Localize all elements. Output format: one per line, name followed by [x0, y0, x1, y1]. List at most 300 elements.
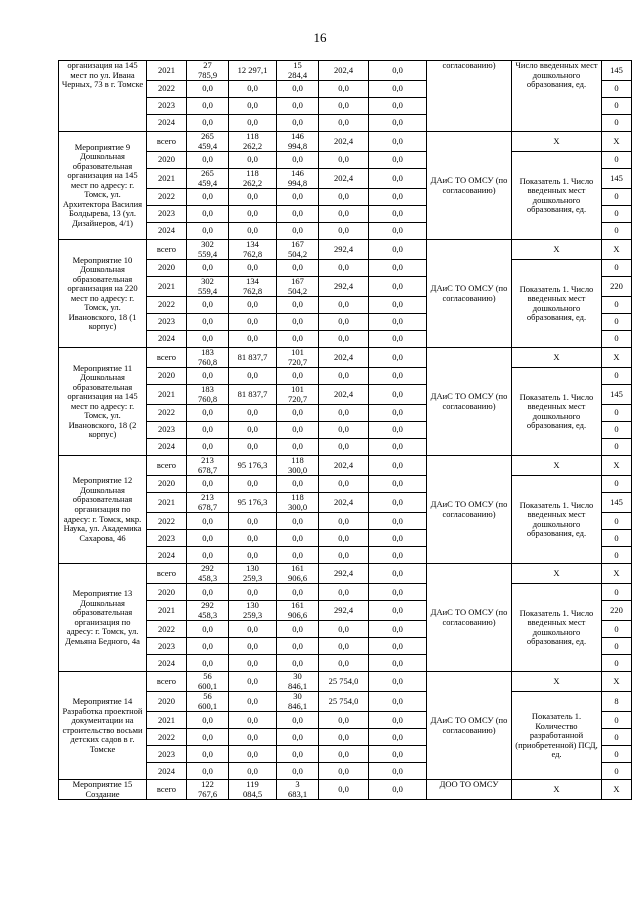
- other-sources-cell: 0,0: [369, 655, 427, 672]
- federal-budget-cell: 0,0: [229, 189, 277, 206]
- total-cell: 0,0: [187, 638, 229, 655]
- total-cell: 0,0: [187, 260, 229, 277]
- local-budget-cell: 202,4: [319, 385, 369, 405]
- executor-cell: ДАиС ТО ОМСУ (по согласованию): [427, 456, 512, 564]
- other-sources-cell: 0,0: [369, 81, 427, 98]
- executor-cell: ДАиС ТО ОМСУ (по согласованию): [427, 348, 512, 456]
- indicator-head-cell: X: [512, 672, 602, 692]
- indicator-cell: X: [512, 780, 602, 800]
- regional-budget-cell: 118 300,0: [277, 456, 319, 476]
- federal-budget-cell: 0,0: [229, 81, 277, 98]
- other-sources-cell: 0,0: [369, 672, 427, 692]
- total-cell: 56 600,1: [187, 692, 229, 712]
- regional-budget-cell: 0,0: [277, 152, 319, 169]
- local-budget-cell: 0,0: [319, 368, 369, 385]
- other-sources-cell: 0,0: [369, 456, 427, 476]
- indicator-value-cell: 0: [602, 513, 632, 530]
- year-cell: 2022: [147, 297, 187, 314]
- year-cell: всего: [147, 780, 187, 800]
- year-cell: 2022: [147, 189, 187, 206]
- total-cell: 0,0: [187, 712, 229, 729]
- federal-budget-cell: 0,0: [229, 439, 277, 456]
- total-cell: 0,0: [187, 530, 229, 547]
- regional-budget-cell: 0,0: [277, 368, 319, 385]
- other-sources-cell: 0,0: [369, 277, 427, 297]
- other-sources-cell: 0,0: [369, 98, 427, 115]
- other-sources-cell: 0,0: [369, 115, 427, 132]
- other-sources-cell: 0,0: [369, 439, 427, 456]
- local-budget-cell: 292,4: [319, 564, 369, 584]
- indicator-head-cell: X: [512, 456, 602, 476]
- total-cell: 0,0: [187, 206, 229, 223]
- regional-budget-cell: 15 284,4: [277, 61, 319, 81]
- local-budget-cell: 0,0: [319, 260, 369, 277]
- total-cell: 265 459,4: [187, 169, 229, 189]
- other-sources-cell: 0,0: [369, 348, 427, 368]
- local-budget-cell: 25 754,0: [319, 692, 369, 712]
- federal-budget-cell: 95 176,3: [229, 493, 277, 513]
- federal-budget-cell: 130 259,3: [229, 601, 277, 621]
- indicator-value-cell: 0: [602, 655, 632, 672]
- year-cell: 2022: [147, 81, 187, 98]
- total-cell: 0,0: [187, 223, 229, 240]
- table-row: [59, 132, 632, 152]
- other-sources-cell: 0,0: [369, 368, 427, 385]
- local-budget-cell: 0,0: [319, 746, 369, 763]
- federal-budget-cell: 118 262,2: [229, 169, 277, 189]
- year-cell: 2023: [147, 638, 187, 655]
- local-budget-cell: 0,0: [319, 223, 369, 240]
- indicator-value-cell: X: [602, 240, 632, 260]
- total-cell: 183 760,8: [187, 385, 229, 405]
- local-budget-cell: 202,4: [319, 61, 369, 81]
- regional-budget-cell: 30 846,1: [277, 672, 319, 692]
- federal-budget-cell: 0,0: [229, 672, 277, 692]
- table-row: [59, 780, 632, 800]
- year-cell: 2024: [147, 655, 187, 672]
- local-budget-cell: 0,0: [319, 655, 369, 672]
- other-sources-cell: 0,0: [369, 746, 427, 763]
- federal-budget-cell: 0,0: [229, 513, 277, 530]
- federal-budget-cell: 12 297,1: [229, 61, 277, 81]
- total-cell: 27 785,9: [187, 61, 229, 81]
- indicator-value-cell: 0: [602, 621, 632, 638]
- indicator-cell: Показатель 1. Число введенных мест дошкольного образования, ед.: [512, 152, 602, 240]
- measure-name: Мероприятие 12 Дошкольная образовательная организация по адресу: г. Томск, мкр. Наука, ул. Академика Сахарова, 46: [59, 456, 147, 564]
- local-budget-cell: 0,0: [319, 439, 369, 456]
- local-budget-cell: 0,0: [319, 297, 369, 314]
- federal-budget-cell: 0,0: [229, 297, 277, 314]
- indicator-value-cell: 0: [602, 476, 632, 493]
- indicator-value-cell: X: [602, 672, 632, 692]
- local-budget-cell: 202,4: [319, 169, 369, 189]
- year-cell: 2022: [147, 405, 187, 422]
- federal-budget-cell: 0,0: [229, 206, 277, 223]
- total-cell: 213 678,7: [187, 456, 229, 476]
- regional-budget-cell: 0,0: [277, 297, 319, 314]
- local-budget-cell: 0,0: [319, 780, 369, 800]
- regional-budget-cell: 0,0: [277, 476, 319, 493]
- other-sources-cell: 0,0: [369, 763, 427, 780]
- local-budget-cell: 0,0: [319, 81, 369, 98]
- indicator-value-cell: 0: [602, 405, 632, 422]
- total-cell: 0,0: [187, 297, 229, 314]
- measure-name: Мероприятие 14 Разработка проектной документации на строительство восьми детских садов в г. Томске: [59, 672, 147, 780]
- regional-budget-cell: 167 504,2: [277, 240, 319, 260]
- total-cell: 0,0: [187, 621, 229, 638]
- indicator-value-cell: 0: [602, 422, 632, 439]
- federal-budget-cell: 0,0: [229, 368, 277, 385]
- total-cell: 56 600,1: [187, 672, 229, 692]
- local-budget-cell: 202,4: [319, 132, 369, 152]
- indicator-cell: Показатель 1. Количество разработанной (приобретенной) ПСД, ед.: [512, 692, 602, 780]
- regional-budget-cell: 0,0: [277, 584, 319, 601]
- table-row: [59, 456, 632, 476]
- indicator-value-cell: 0: [602, 115, 632, 132]
- other-sources-cell: 0,0: [369, 638, 427, 655]
- federal-budget-cell: 0,0: [229, 314, 277, 331]
- program-measures-table: [58, 60, 632, 800]
- local-budget-cell: 202,4: [319, 348, 369, 368]
- regional-budget-cell: 0,0: [277, 763, 319, 780]
- local-budget-cell: 0,0: [319, 422, 369, 439]
- total-cell: 302 559,4: [187, 240, 229, 260]
- federal-budget-cell: 95 176,3: [229, 456, 277, 476]
- year-cell: 2023: [147, 422, 187, 439]
- local-budget-cell: 0,0: [319, 152, 369, 169]
- regional-budget-cell: 0,0: [277, 712, 319, 729]
- indicator-head-cell: X: [512, 132, 602, 152]
- table-row: [59, 672, 632, 692]
- regional-budget-cell: 0,0: [277, 547, 319, 564]
- indicator-value-cell: 0: [602, 98, 632, 115]
- other-sources-cell: 0,0: [369, 621, 427, 638]
- indicator-head-cell: X: [512, 240, 602, 260]
- federal-budget-cell: 0,0: [229, 655, 277, 672]
- federal-budget-cell: 81 837,7: [229, 385, 277, 405]
- federal-budget-cell: 0,0: [229, 223, 277, 240]
- federal-budget-cell: 134 762,8: [229, 240, 277, 260]
- local-budget-cell: 0,0: [319, 314, 369, 331]
- local-budget-cell: 0,0: [319, 729, 369, 746]
- indicator-value-cell: 0: [602, 368, 632, 385]
- other-sources-cell: 0,0: [369, 260, 427, 277]
- table-row: [59, 61, 632, 81]
- year-cell: 2021: [147, 601, 187, 621]
- measure-name: Мероприятие 13 Дошкольная образовательная организация по адресу: г. Томск, ул. Демьяна Бедного, 4а: [59, 564, 147, 672]
- other-sources-cell: 0,0: [369, 422, 427, 439]
- total-cell: 0,0: [187, 152, 229, 169]
- measure-name: Мероприятие 15 Создание: [59, 780, 147, 800]
- local-budget-cell: 0,0: [319, 712, 369, 729]
- local-budget-cell: 0,0: [319, 206, 369, 223]
- total-cell: 0,0: [187, 405, 229, 422]
- indicator-value-cell: 0: [602, 152, 632, 169]
- regional-budget-cell: 0,0: [277, 331, 319, 348]
- year-cell: 2023: [147, 314, 187, 331]
- regional-budget-cell: 0,0: [277, 115, 319, 132]
- other-sources-cell: 0,0: [369, 584, 427, 601]
- total-cell: 0,0: [187, 763, 229, 780]
- regional-budget-cell: 0,0: [277, 206, 319, 223]
- regional-budget-cell: 0,0: [277, 638, 319, 655]
- local-budget-cell: 25 754,0: [319, 672, 369, 692]
- other-sources-cell: 0,0: [369, 729, 427, 746]
- other-sources-cell: 0,0: [369, 692, 427, 712]
- total-cell: 0,0: [187, 729, 229, 746]
- other-sources-cell: 0,0: [369, 152, 427, 169]
- federal-budget-cell: 118 262,2: [229, 132, 277, 152]
- federal-budget-cell: 134 762,8: [229, 277, 277, 297]
- total-cell: 302 559,4: [187, 277, 229, 297]
- regional-budget-cell: 0,0: [277, 530, 319, 547]
- year-cell: всего: [147, 564, 187, 584]
- other-sources-cell: 0,0: [369, 189, 427, 206]
- indicator-value-cell: 0: [602, 584, 632, 601]
- federal-budget-cell: 0,0: [229, 331, 277, 348]
- indicator-value-cell: 0: [602, 746, 632, 763]
- regional-budget-cell: 0,0: [277, 98, 319, 115]
- executor-cell: ДАиС ТО ОМСУ (по согласованию): [427, 564, 512, 672]
- regional-budget-cell: 118 300,0: [277, 493, 319, 513]
- total-cell: 0,0: [187, 98, 229, 115]
- other-sources-cell: 0,0: [369, 223, 427, 240]
- measure-name: Мероприятие 9 Дошкольная образовательная организация на 145 мест по адресу: г. Томск, ул. Архитектора Василия Болдырева, 13 (ул. Дизайнеров, 4/1): [59, 132, 147, 240]
- indicator-value-cell: 0: [602, 331, 632, 348]
- federal-budget-cell: 0,0: [229, 584, 277, 601]
- year-cell: 2024: [147, 439, 187, 456]
- regional-budget-cell: 161 906,6: [277, 601, 319, 621]
- indicator-value-cell: X: [602, 564, 632, 584]
- indicator-value-cell: 0: [602, 547, 632, 564]
- regional-budget-cell: 0,0: [277, 621, 319, 638]
- indicator-value-cell: 0: [602, 729, 632, 746]
- total-cell: 0,0: [187, 476, 229, 493]
- total-cell: 0,0: [187, 81, 229, 98]
- federal-budget-cell: 0,0: [229, 405, 277, 422]
- total-cell: 122 767,6: [187, 780, 229, 800]
- federal-budget-cell: 81 837,7: [229, 348, 277, 368]
- local-budget-cell: 292,4: [319, 277, 369, 297]
- year-cell: 2020: [147, 368, 187, 385]
- local-budget-cell: 0,0: [319, 638, 369, 655]
- indicator-value-cell: 0: [602, 260, 632, 277]
- regional-budget-cell: 0,0: [277, 260, 319, 277]
- indicator-value-cell: 0: [602, 297, 632, 314]
- indicator-value-cell: 0: [602, 763, 632, 780]
- local-budget-cell: 0,0: [319, 763, 369, 780]
- total-cell: 0,0: [187, 189, 229, 206]
- regional-budget-cell: 101 720,7: [277, 348, 319, 368]
- year-cell: всего: [147, 456, 187, 476]
- federal-budget-cell: 0,0: [229, 763, 277, 780]
- regional-budget-cell: 0,0: [277, 223, 319, 240]
- local-budget-cell: 292,4: [319, 601, 369, 621]
- federal-budget-cell: 0,0: [229, 98, 277, 115]
- local-budget-cell: 0,0: [319, 584, 369, 601]
- indicator-value-cell: 0: [602, 530, 632, 547]
- local-budget-cell: 0,0: [319, 98, 369, 115]
- year-cell: 2024: [147, 115, 187, 132]
- other-sources-cell: 0,0: [369, 297, 427, 314]
- federal-budget-cell: 0,0: [229, 692, 277, 712]
- indicator-cell: Показатель 1. Число введенных мест дошкольного образования, ед.: [512, 476, 602, 564]
- measure-name: Мероприятие 10 Дошкольная образовательная организация на 220 мест по адресу: г. Томск, ул. Ивановского, 18 (1 корпус): [59, 240, 147, 348]
- year-cell: всего: [147, 672, 187, 692]
- local-budget-cell: 0,0: [319, 405, 369, 422]
- year-cell: 2020: [147, 584, 187, 601]
- federal-budget-cell: 0,0: [229, 746, 277, 763]
- year-cell: 2022: [147, 513, 187, 530]
- table-row: [59, 564, 632, 584]
- regional-budget-cell: 0,0: [277, 422, 319, 439]
- local-budget-cell: 0,0: [319, 513, 369, 530]
- indicator-head-cell: X: [512, 348, 602, 368]
- other-sources-cell: 0,0: [369, 476, 427, 493]
- total-cell: 292 458,3: [187, 601, 229, 621]
- indicator-value-cell: X: [602, 456, 632, 476]
- other-sources-cell: 0,0: [369, 530, 427, 547]
- measure-name: Мероприятие 11 Дошкольная образовательная организация на 145 мест по адресу: г. Томск, ул. Ивановского, 18 (2 корпус): [59, 348, 147, 456]
- regional-budget-cell: 0,0: [277, 189, 319, 206]
- regional-budget-cell: 167 504,2: [277, 277, 319, 297]
- executor-cell: ДАиС ТО ОМСУ (по согласованию): [427, 132, 512, 240]
- regional-budget-cell: 0,0: [277, 314, 319, 331]
- year-cell: 2024: [147, 331, 187, 348]
- indicator-cell: Показатель 1. Число введенных мест дошкольного образования, ед.: [512, 584, 602, 672]
- local-budget-cell: 292,4: [319, 240, 369, 260]
- local-budget-cell: 0,0: [319, 115, 369, 132]
- total-cell: 265 459,4: [187, 132, 229, 152]
- indicator-value-cell: X: [602, 132, 632, 152]
- regional-budget-cell: 146 994,8: [277, 132, 319, 152]
- year-cell: 2024: [147, 547, 187, 564]
- indicator-value-cell: 220: [602, 277, 632, 297]
- other-sources-cell: 0,0: [369, 712, 427, 729]
- federal-budget-cell: 0,0: [229, 260, 277, 277]
- year-cell: 2023: [147, 746, 187, 763]
- federal-budget-cell: 0,0: [229, 621, 277, 638]
- federal-budget-cell: 0,0: [229, 638, 277, 655]
- year-cell: 2021: [147, 277, 187, 297]
- indicator-value-cell: 0: [602, 314, 632, 331]
- federal-budget-cell: 0,0: [229, 547, 277, 564]
- year-cell: всего: [147, 348, 187, 368]
- executor-cell: ДОО ТО ОМСУ: [427, 780, 512, 800]
- indicator-value-cell: 145: [602, 385, 632, 405]
- year-cell: 2021: [147, 61, 187, 81]
- year-cell: 2023: [147, 206, 187, 223]
- indicator-value-cell: 0: [602, 189, 632, 206]
- local-budget-cell: 0,0: [319, 476, 369, 493]
- total-cell: 213 678,7: [187, 493, 229, 513]
- local-budget-cell: 0,0: [319, 547, 369, 564]
- indicator-value-cell: X: [602, 348, 632, 368]
- indicator-value-cell: 220: [602, 601, 632, 621]
- other-sources-cell: 0,0: [369, 493, 427, 513]
- regional-budget-cell: 101 720,7: [277, 385, 319, 405]
- other-sources-cell: 0,0: [369, 513, 427, 530]
- year-cell: 2022: [147, 621, 187, 638]
- other-sources-cell: 0,0: [369, 385, 427, 405]
- other-sources-cell: 0,0: [369, 61, 427, 81]
- regional-budget-cell: 30 846,1: [277, 692, 319, 712]
- indicator-cell: Показатель 1. Число введенных мест дошкольного образования, ед.: [512, 368, 602, 456]
- year-cell: 2024: [147, 223, 187, 240]
- indicator-value-cell: 0: [602, 712, 632, 729]
- regional-budget-cell: 0,0: [277, 405, 319, 422]
- executor-cell: ДАиС ТО ОМСУ (по согласованию): [427, 240, 512, 348]
- indicator-value-cell: 0: [602, 81, 632, 98]
- total-cell: 0,0: [187, 368, 229, 385]
- year-cell: 2021: [147, 712, 187, 729]
- regional-budget-cell: 3 683,1: [277, 780, 319, 800]
- year-cell: 2021: [147, 385, 187, 405]
- federal-budget-cell: 0,0: [229, 530, 277, 547]
- total-cell: 0,0: [187, 439, 229, 456]
- federal-budget-cell: 0,0: [229, 422, 277, 439]
- other-sources-cell: 0,0: [369, 206, 427, 223]
- total-cell: 183 760,8: [187, 348, 229, 368]
- indicator-value-cell: 0: [602, 223, 632, 240]
- regional-budget-cell: 0,0: [277, 655, 319, 672]
- total-cell: 0,0: [187, 513, 229, 530]
- table-row: [59, 240, 632, 260]
- year-cell: 2021: [147, 169, 187, 189]
- federal-budget-cell: 119 084,5: [229, 780, 277, 800]
- page-number: 16: [313, 30, 327, 45]
- regional-budget-cell: 0,0: [277, 729, 319, 746]
- federal-budget-cell: 0,0: [229, 712, 277, 729]
- executor-cell: согласованию): [427, 61, 512, 132]
- measure-name: организация на 145 мест по ул. Ивана Черных, 73 в г. Томске: [59, 61, 147, 132]
- executor-cell: ДАиС ТО ОМСУ (по согласованию): [427, 672, 512, 780]
- table-row: [59, 348, 632, 368]
- total-cell: 0,0: [187, 584, 229, 601]
- other-sources-cell: 0,0: [369, 601, 427, 621]
- regional-budget-cell: 146 994,8: [277, 169, 319, 189]
- total-cell: 0,0: [187, 746, 229, 763]
- total-cell: 0,0: [187, 331, 229, 348]
- total-cell: 0,0: [187, 115, 229, 132]
- other-sources-cell: 0,0: [369, 169, 427, 189]
- year-cell: 2024: [147, 763, 187, 780]
- total-cell: 292 458,3: [187, 564, 229, 584]
- other-sources-cell: 0,0: [369, 240, 427, 260]
- regional-budget-cell: 0,0: [277, 513, 319, 530]
- year-cell: 2022: [147, 729, 187, 746]
- year-cell: 2020: [147, 476, 187, 493]
- total-cell: 0,0: [187, 422, 229, 439]
- indicator-cell: Показатель 1. Число введенных мест дошкольного образования, ед.: [512, 260, 602, 348]
- indicator-value-cell: 8: [602, 692, 632, 712]
- other-sources-cell: 0,0: [369, 314, 427, 331]
- local-budget-cell: 0,0: [319, 331, 369, 348]
- indicator-cell: Число введенных мест дошкольного образования, ед.: [512, 61, 602, 132]
- regional-budget-cell: 0,0: [277, 81, 319, 98]
- local-budget-cell: 0,0: [319, 530, 369, 547]
- regional-budget-cell: 0,0: [277, 439, 319, 456]
- local-budget-cell: 202,4: [319, 456, 369, 476]
- other-sources-cell: 0,0: [369, 132, 427, 152]
- federal-budget-cell: 0,0: [229, 476, 277, 493]
- other-sources-cell: 0,0: [369, 547, 427, 564]
- local-budget-cell: 202,4: [319, 493, 369, 513]
- indicator-value-cell: X: [602, 780, 632, 800]
- year-cell: всего: [147, 132, 187, 152]
- indicator-head-cell: X: [512, 564, 602, 584]
- total-cell: 0,0: [187, 314, 229, 331]
